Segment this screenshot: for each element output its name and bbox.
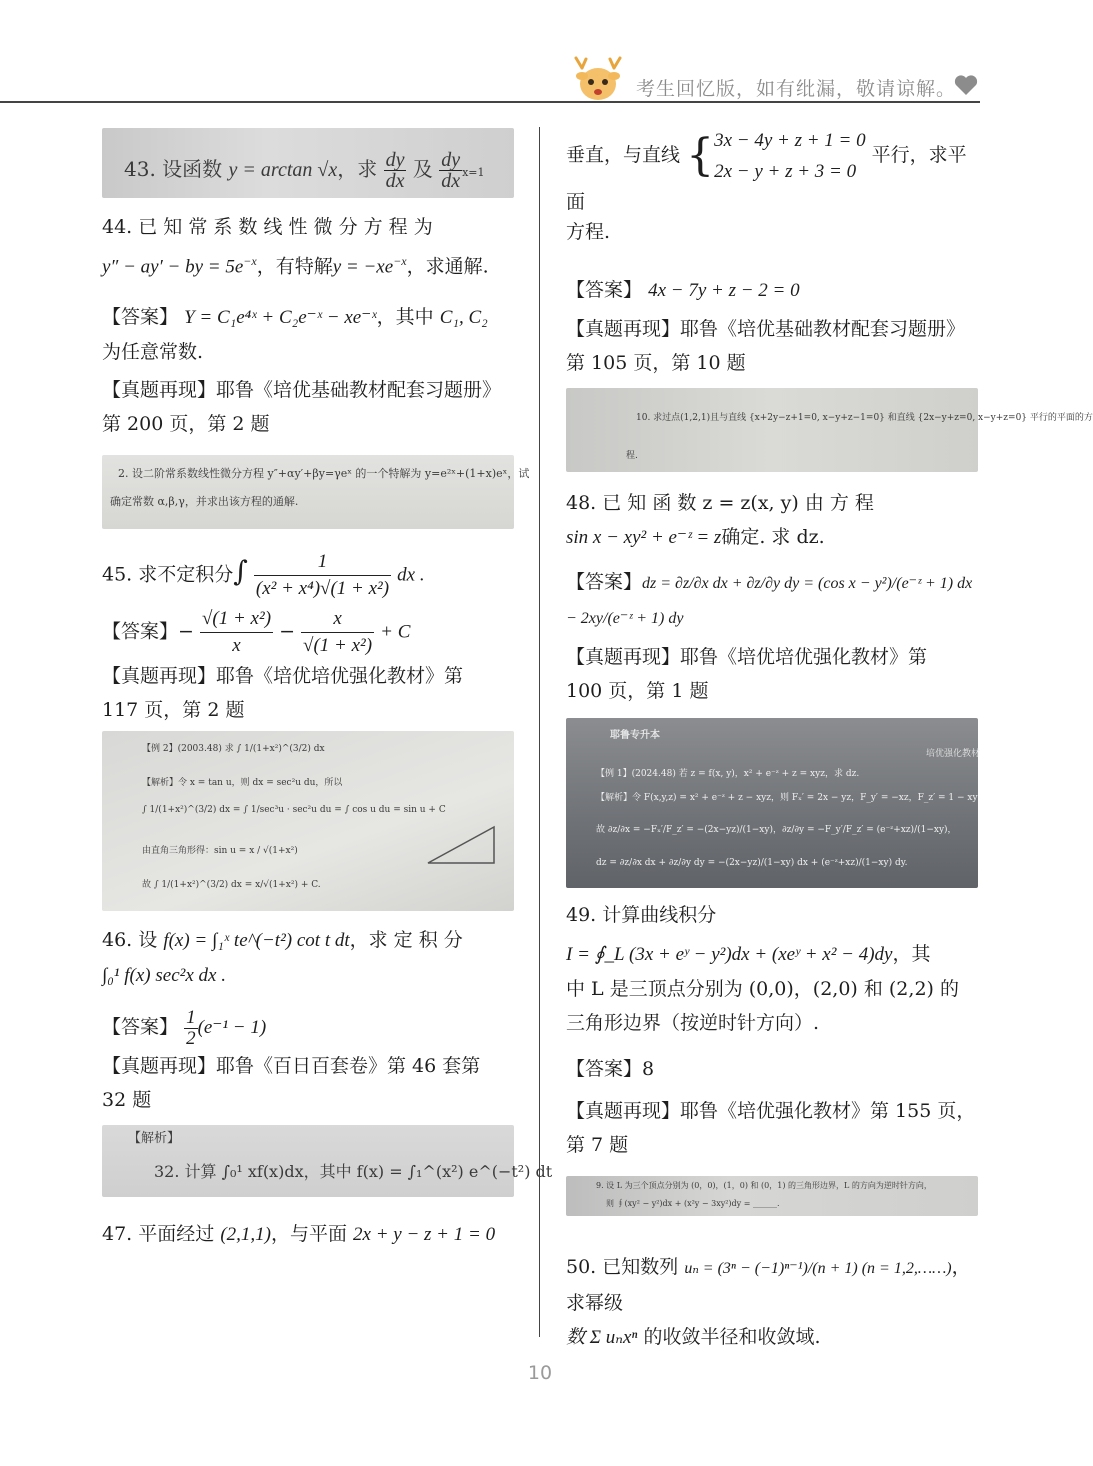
photo45-l2: 【解析】令 x = tan u，则 dx = sec²u du，所以 [142,778,343,789]
question-48 [566,486,978,555]
s45-line1: 耶鲁《培优培优强化教材》第 [216,665,464,688]
s48-label: 【真题再现】 [566,646,681,668]
source-44 [102,373,514,441]
source-49 [566,1094,978,1162]
photo48-l3: 故 ∂z/∂x = −Fₓ′/F_z′ = −(2x−yz)/(1−xy)，∂z/∂y = −F_y′/F_z′ = (e⁻ᶻ+xz)/(1−xy)， [596,825,957,835]
s49-label: 【真题再现】 [566,1100,681,1122]
photo-reference-44 [102,455,530,529]
photo43-tail: 及 [412,157,433,181]
photo43-prefix: 43. 设函数 [124,157,223,181]
s46-line1: 耶鲁《百日百套卷》第 46 套第 [216,1054,481,1077]
q44-line1: 44. 已 知 常 系 数 线 性 微 分 方 程 为 [102,216,433,238]
photo45-l5: 故 ∫ 1/(1+x²)^(3/2) dx = x/√(1+x²) + C. [142,880,321,891]
a44-line2: 为任意常数. [102,341,204,364]
a46-formula: (e⁻¹ − 1) [197,1017,267,1039]
a45-den2: √(1 + x²) [303,635,373,657]
photo-reference-47 [566,388,1093,472]
s44-label: 【真题再现】 [102,379,217,402]
q47b-eq1: 3x − 4y + z + 1 = 0 [714,130,866,151]
photo-reference-48 [566,718,981,888]
a45-frac1 [200,606,273,659]
q49-after: ，其 [892,943,931,965]
photo46-head: 【解析】 [128,1130,181,1146]
photo49-line2: 则 ∮(xy² − y²)dx + (x²y − 3xy²)dy = ______. [606,1199,780,1208]
photo49-line1: 9. 设 L 为三个顶点分别为 (0，0)，(1，0) 和 (0，1) 的三角形边界，L 的方向为逆时针方向， [596,1181,932,1190]
left-column [102,125,553,1252]
q48-line1: 48. 已 知 函 数 z = z(x, y) 由 方 程 [566,492,874,514]
s49-line2: 第 7 题 [566,1134,629,1156]
a47-formula: 4x − 7y + z − 2 = 0 [648,280,800,301]
a46-den: 2 [186,1027,196,1049]
a46-frac [184,1008,198,1049]
a48-formula: dz = ∂z/∂x dx + ∂z/∂y dy = (cos x − y²)/(e⁻ᶻ + 1) dx − 2xy/(e⁻ᶻ + 1) dy [566,575,973,627]
photo-question-43 [102,128,514,198]
s47-label: 【真题再现】 [566,318,681,340]
q50-prefix: 50. 已知数列 [566,1256,679,1278]
q46-mid: ，求 定 积 分 [349,929,463,952]
question-47 [102,1217,514,1252]
q47-prefix: 47. 平面经过 [102,1222,215,1245]
a48-label: 【答案】 [566,571,643,593]
photo43-subscript: x=1 [462,166,485,179]
s46-line2: 32 题 [102,1088,152,1111]
page-header [0,0,1080,104]
a45-den1: x [232,635,241,657]
question-50 [566,1250,978,1355]
a44-mid: ，其中 [376,306,434,329]
answer-48 [566,565,978,636]
question-49 [566,898,978,1040]
q47-point: (2,1,1) [220,1223,271,1245]
q49-line3: 中 L 是三顶点分别为 (0,0)，(2,0) 和 (2,2) 的 [566,978,959,1000]
photo47-line1: 10. 求过点(1,2,1)且与直线 {x+2y−z+1=0, x−y+z−1=0} 和直线 {2x−y+z=0, x−y+z=0} 平行的平面的方 [636,413,1093,423]
q49-line1: 49. 计算曲线积分 [566,904,717,926]
q50-formula: uₙ = (3ⁿ − (−1)ⁿ⁻¹)/(n + 1) (n = 1,2,……) [684,1260,952,1277]
deer-mascot-icon [572,56,624,104]
photo44-line2: 确定常数 α,β,γ，并求出该方程的通解. [110,495,299,509]
header-rule [0,101,980,103]
s49-line1: 耶鲁《培优强化教材》第 155 页， [680,1100,976,1122]
a46-label: 【答案】 [102,1016,179,1039]
s45-label: 【真题再现】 [102,665,217,688]
source-46 [102,1049,514,1117]
photo43-frac2: $\frac{dy}{dx}$ [441,149,461,192]
photo45-l1: 【例 2】(2003.48) 求 ∫ 1/(1+x²)^(3/2) dx [142,744,325,755]
q44-text: ，有特解 [256,255,333,278]
a49-label: 【答案】 [566,1058,643,1080]
photo43-mid: ，求 [337,157,378,181]
triangle-figure [424,823,504,867]
photo47-line2: 程. [626,451,638,461]
q47-plane: 2x + y − z + 1 = 0 [353,1223,496,1245]
answer-46 [102,1007,514,1049]
answer-47 [566,273,978,308]
photo-reference-46 [102,1125,553,1197]
q44-solution: y = −xe [332,256,394,278]
q45-integrand [254,549,391,602]
answer-44 [102,300,514,369]
photo-reference-49 [566,1176,978,1216]
source-45 [102,659,514,727]
s44-line2: 第 200 页，第 2 题 [102,413,270,436]
photo46-body: 32. 计算 ∫₀¹ xf(x)dx，其中 f(x) = ∫₁^(x²) e^(−t²) dt [154,1161,553,1181]
photo43-formula: y = arctan √x [228,159,338,181]
photo43-frac1: $\frac{dy}{dx}$ [385,149,405,192]
photo48-brand: 耶鲁专升本 [610,730,660,741]
a46-num: 1 [186,1006,196,1028]
photo48-tag: 培优强化教材 [926,749,981,759]
photo45-l3: ∫ 1/(1+x²)^(3/2) dx = ∫ 1/sec³u · sec²u du = ∫ cos u du = sin u + C [142,805,446,816]
q45-prefix: 45. 求不定积分 [102,563,234,586]
q47b-start: 垂直，与直线 [566,144,681,166]
q46-line2: ∫₀¹ f(x) sec²x dx . [102,965,226,987]
q48-text: 确定. 求 dz. [721,526,825,548]
source-47 [566,312,978,380]
q47-mid: ，与平面 [270,1222,347,1245]
s48-line1: 耶鲁《培优培优强化教材》第 [680,646,928,668]
photo-reference-45 [102,731,514,911]
a45-num2: x [301,606,374,633]
s44-line1: 耶鲁《培优基础教材配套习题册》 [216,379,502,402]
q46-prefix: 46. 设 [102,929,158,952]
q47b-eq2: 2x − y + z + 3 = 0 [714,161,857,182]
q47b-line2: 方程. [566,221,611,243]
photo48-l4: dz = ∂z/∂x dx + ∂z/∂y dy = −(2x−yz)/(1−xy) dx + (e⁻ᶻ+xz)/(1−xy) dy. [596,858,908,868]
answer-45: 【答案】− $\frac{\text{√(1 + x²)}}{x}$ − $\frac{x}{\text{√(1 + x²)}}$ + C [102,606,514,659]
photo48-l1: 【例 1】(2024.48) 若 z = f(x, y)，x² + e⁻ᶻ + z = xyz，求 dz. [596,769,860,779]
s47-line1: 耶鲁《培优基础教材配套习题册》 [680,318,966,340]
q49-line4: 三角形边界（按逆时针方向）. [566,1012,820,1034]
a45-label: 【答案】 [102,620,179,643]
q50-series: 数 Σ uₙxⁿ [566,1327,638,1348]
a49-value: 8 [642,1058,655,1080]
q44-end: ，求通解. [406,255,489,278]
a44-label: 【答案】 [102,306,179,329]
q46-formula: f(x) = ∫₁ˣ te^(−t²) cot t dt [163,930,350,952]
header-notice: 考生回忆版，如有纰漏，敬请谅解。 [636,78,957,100]
question-44: 44. 已 知 常 系 数 线 性 微 分 方 程 为 y″ − ay′ − by = $5e^{-x}$，有特解$y = -xe^{-x}$，求通解. [102,216,489,278]
photo48-l2: 【解析】令 F(x,y,z) = x² + e⁻ᶻ + z − xyz，则 Fₓ′ = 2x − yz，F_y′ = −xz，F_z′ = 1 − xy [596,793,978,803]
source-48 [566,640,978,708]
q50-text: 的收敛半径和收敛域. [643,1326,821,1348]
s47-line2: 第 105 页，第 10 题 [566,352,746,374]
q50-tail: ，求幂级 [566,1256,971,1314]
s48-line2: 100 页，第 1 题 [566,680,709,702]
a44-vars: C₁, C₂ [439,307,488,329]
question-46 [102,923,514,993]
q45-num: 1 [254,549,391,576]
a47-label: 【答案】 [566,279,643,301]
photo44-line1: 2. 设二阶常系数线性微分方程 y″+αy′+βy=γeˣ 的一个特解为 y=e²ˣ+(1+x)eˣ，试 [118,467,530,481]
q48-equation: sin x − xy² + e⁻ᶻ = z [566,527,722,548]
answer-49 [566,1052,978,1086]
a45-frac2 [301,606,374,659]
q45-den: (x² + x⁴)√(1 + x²) [255,578,390,600]
column-divider [539,127,540,1337]
a45-tail: + C [380,621,411,643]
page-number: 10 [527,1362,553,1384]
q49-formula: I = ∮_L (3x + eʸ − y²)dx + (xeʸ + x² − 4)dy [566,944,893,965]
a44-formula: Y = C₁e⁴ˣ + C₂e⁻ˣ − xe⁻ˣ [184,307,377,329]
photo45-l4: 由直角三角形得：sin u = x / √(1+x²) [142,846,298,857]
s45-line2: 117 页，第 2 题 [102,699,245,722]
q47b-end: 平行，求平面 [566,144,967,213]
question-47-continued: 垂直，与直线 {3x − 4y + z + 1 = 0 2x − y + z + 3 = 0 平行，求平面 方程. [566,130,967,243]
question-45: 45. 求不定积分∫ $\frac{1}{\text{(x² + x⁴)√(1 + x²)}}$ dx . [102,549,514,602]
s46-label: 【真题再现】 [102,1054,217,1077]
q45-tail: dx . [397,564,425,586]
q44-equation: y″ − ay′ − by = 5e [102,256,244,278]
right-column [566,125,1093,1355]
a45-num1: √(1 + x²) [200,606,273,633]
heart-icon [954,74,978,96]
